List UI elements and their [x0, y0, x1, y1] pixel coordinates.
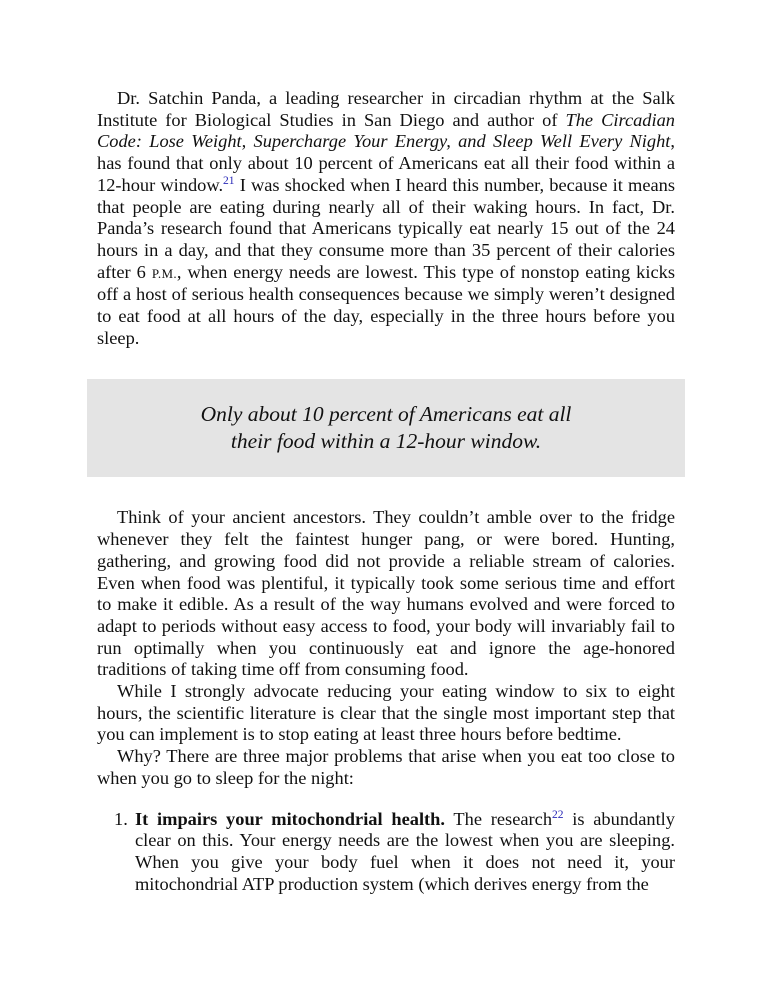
- time-abbrev: P.M.: [151, 265, 177, 281]
- paragraph-2: Think of your ancient ancestors. They couldn’t amble over to the fridge whenever they felt the faintest hunger pang, or were bored. Hunting, gathering, and growing food did not provide a reliable stream of calories. Even when food was plentiful, it typically took some serious time and effort to make it edible. As a result of the way humans evolved and were forced to adapt to periods without easy access to food, your body will invariably fail to run optimally when you continuously eat and ignore the age-honored traditions of taking time off from consuming food.: [97, 507, 675, 680]
- page-body: [97, 88, 675, 895]
- text: Dr. Satchin Panda, a leading researcher in circadian rhythm at the Salk Institute for Biological Studies in San Diego and author of: [97, 88, 675, 130]
- book-title: The Circadian Code: Lose Weight, Supercharge Your Energy, and Sleep Well Every Night: [97, 109, 676, 152]
- paragraph-3: While I strongly advocate reducing your eating window to six to eight hours, the scientific literature is clear that the single most important step that you can implement is to stop eating at least three hours before bedtime.: [97, 681, 675, 745]
- text: I was shocked when I heard this number, because it means that people are eating during nearly all of their waking hours. In fact, Dr. Panda’s research found that Americans typically eat nearly 15 out of the 24 hours in a day, and that they consume more than 35 percent of their calories after 6: [97, 174, 676, 282]
- list-item-heading: It impairs your mitochondrial health.: [135, 808, 446, 829]
- paragraph-4: Why? There are three major problems that arise when you eat too close to when you go to sleep for the night:: [97, 746, 675, 788]
- pull-quote-text: [191, 401, 581, 455]
- pull-quote-line: their food within a 12-hour window.: [230, 429, 542, 454]
- numbered-list: [97, 809, 675, 896]
- text: , when energy needs are lowest. This type of nonstop eating kicks off a host of serious health consequences because we simply weren’t designed to eat food at all hours of the day, especially in the three hours before you sleep.: [97, 261, 675, 348]
- text: is abundantly clear on this. Your energy needs are the lowest when you are sleeping. When you give your body fuel when it does not need it, your mitochondrial ATP production system (which derives energy from the: [135, 808, 675, 894]
- paragraph-1: [97, 88, 675, 349]
- text: , has found that only about 10 percent of Americans eat all their food within a 12-hour window.: [97, 131, 675, 195]
- list-number: 1.: [114, 808, 128, 829]
- pull-quote-line: Only about 10 percent of Americans eat all: [200, 402, 572, 427]
- pull-quote: [87, 379, 685, 477]
- text: The research: [445, 808, 553, 829]
- list-item: [97, 809, 675, 896]
- footnote-ref-22[interactable]: 22: [552, 808, 564, 821]
- footnote-ref-21[interactable]: 21: [223, 174, 235, 187]
